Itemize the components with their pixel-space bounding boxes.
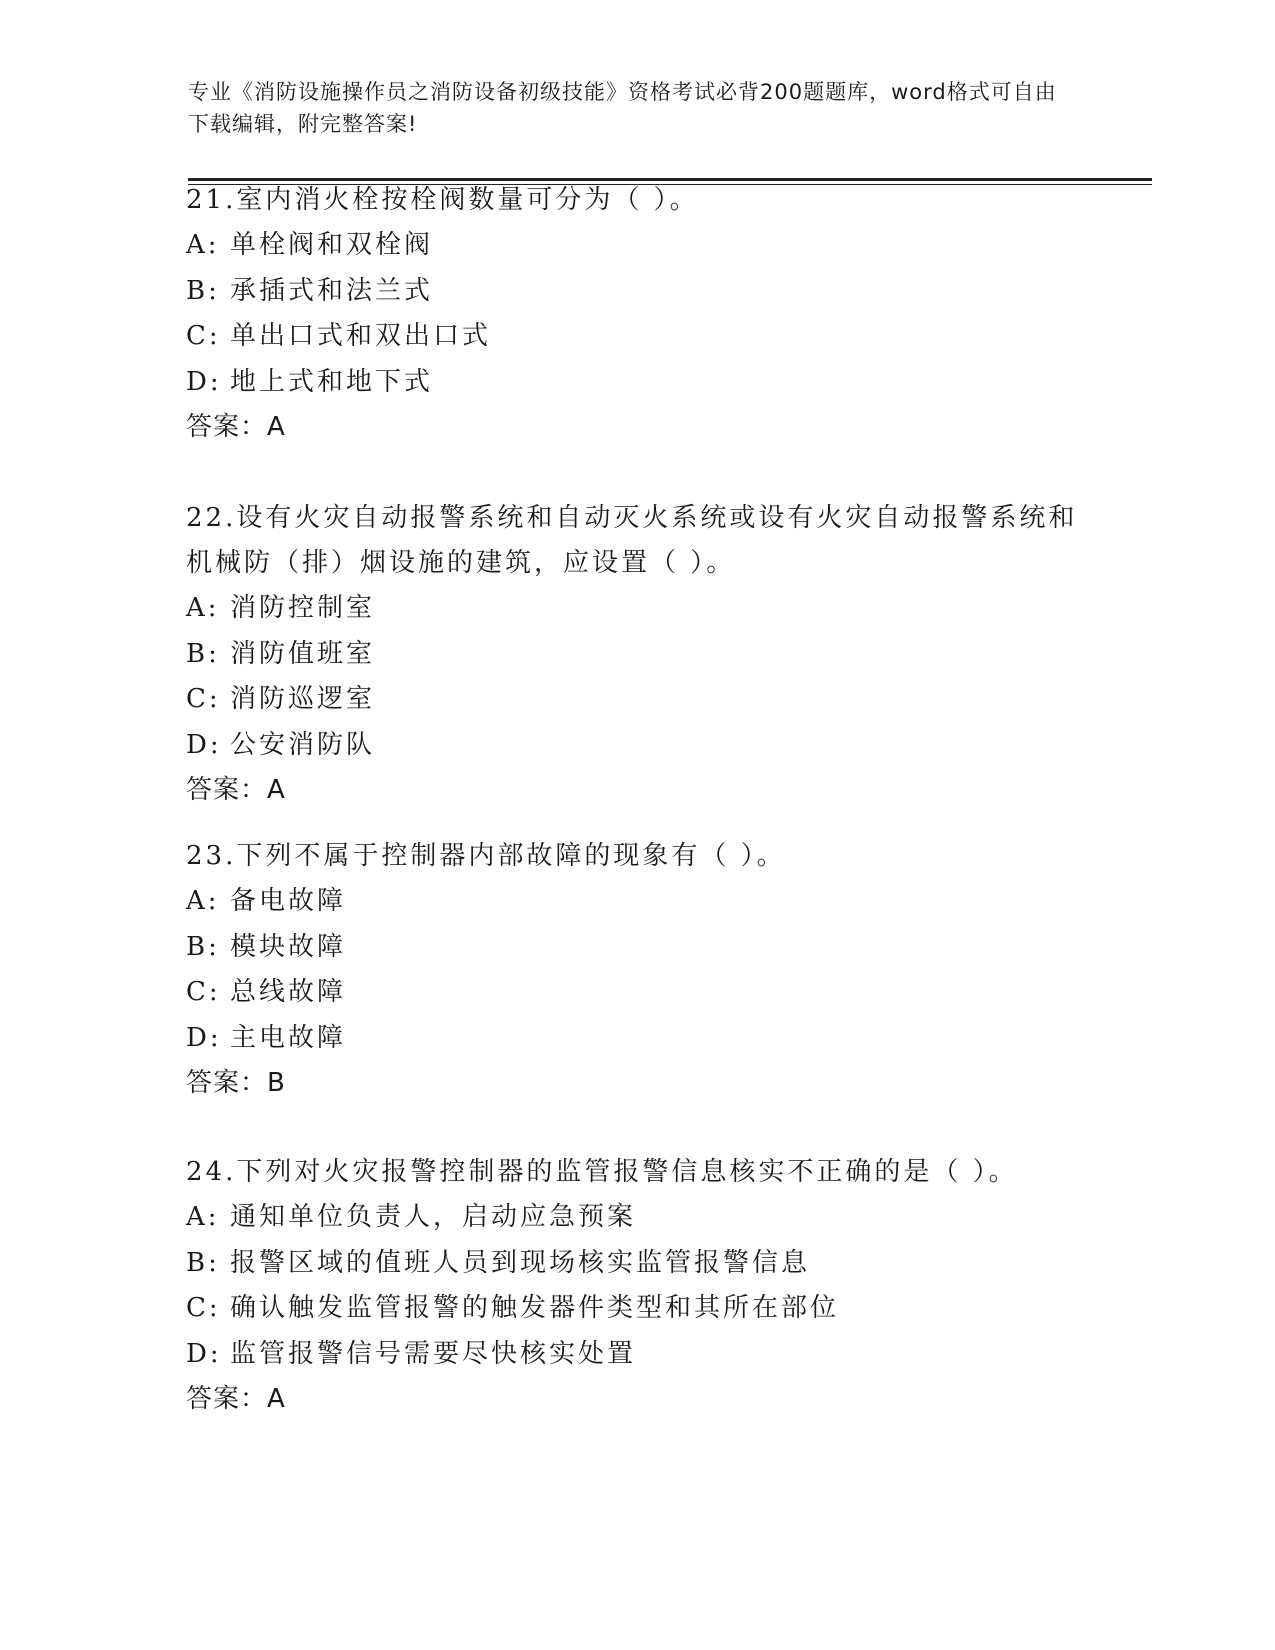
option-letter: B: (186, 275, 220, 306)
option-a (186, 586, 1086, 632)
question-stem: 21.室内消火栓按栓阀数量可分为（ ）。 (186, 185, 699, 215)
option-letter: C: (186, 684, 221, 714)
document-header: 专业《消防设施操作员之消防设备初级技能》资格考试必背200题题库，word格式可自由下载编辑，附完整答案! (188, 80, 1057, 136)
option-c (186, 314, 1086, 360)
option-list (186, 1195, 1086, 1377)
option-d (186, 1016, 1086, 1062)
option-letter: B: (186, 931, 220, 962)
option-list (186, 879, 1086, 1061)
option-a (186, 1195, 1086, 1241)
option-text: 公安消防队 (230, 729, 376, 760)
option-letter: B: (186, 1247, 220, 1278)
option-text: 监管报警信号需要尽快核实处置 (230, 1338, 637, 1369)
option-text: 确认触发监管报警的触发器件类型和其所在部位 (230, 1293, 840, 1323)
option-text: 消防值班室 (230, 638, 376, 669)
option-letter: A: (186, 886, 220, 916)
option-text: 消防巡逻室 (230, 684, 376, 714)
option-letter: A: (186, 1202, 220, 1232)
option-text: 单栓阀和双栓阀 (230, 230, 434, 260)
question-stem: 23.下列不属于控制器内部故障的现象有（ ）。 (186, 841, 786, 871)
question-23 (186, 834, 1086, 1106)
option-a (186, 879, 1086, 925)
option-letter: B: (186, 638, 220, 669)
option-text: 通知单位负责人，启动应急预案 (230, 1202, 637, 1232)
option-letter: A: (186, 593, 220, 623)
option-b (186, 1241, 1086, 1287)
option-text: 承插式和法兰式 (230, 275, 434, 306)
option-text: 备电故障 (230, 886, 347, 916)
option-b (186, 925, 1086, 971)
option-list (186, 586, 1086, 768)
option-letter: D: (186, 366, 222, 397)
question-24 (186, 1150, 1086, 1422)
option-letter: C: (186, 977, 221, 1007)
option-c (186, 1286, 1086, 1332)
option-text: 报警区域的值班人员到现场核实监管报警信息 (230, 1247, 811, 1278)
option-letter: D: (186, 1022, 222, 1053)
option-d (186, 1332, 1086, 1378)
question-21 (186, 178, 1086, 450)
option-letter: C: (186, 1293, 221, 1323)
option-letter: C: (186, 321, 221, 351)
answer-label: 答案：A (186, 412, 286, 442)
option-d (186, 723, 1086, 769)
option-text: 模块故障 (230, 931, 347, 962)
question-stem: 22.设有火灾自动报警系统和自动灭火系统或设有火灾自动报警系统和机械防（排）烟设施的建筑，应设置（ ）。 (186, 503, 1078, 578)
question-22 (186, 496, 1086, 813)
option-letter: A: (186, 230, 220, 260)
answer-label: 答案：B (186, 1068, 286, 1098)
option-c (186, 970, 1086, 1016)
option-text: 总线故障 (230, 977, 347, 1007)
option-text: 单出口式和双出口式 (230, 321, 492, 351)
option-d (186, 360, 1086, 406)
option-text: 消防控制室 (230, 593, 376, 623)
answer-label: 答案：A (186, 775, 286, 805)
option-text: 地上式和地下式 (230, 366, 434, 397)
option-list (186, 223, 1086, 405)
option-a (186, 223, 1086, 269)
option-letter: D: (186, 729, 222, 760)
option-b (186, 269, 1086, 315)
option-c (186, 677, 1086, 723)
answer-label: 答案：A (186, 1384, 286, 1414)
option-letter: D: (186, 1338, 222, 1369)
question-stem: 24.下列对火灾报警控制器的监管报警信息核实不正确的是（ ）。 (186, 1157, 1018, 1187)
option-text: 主电故障 (230, 1022, 347, 1053)
option-b (186, 632, 1086, 678)
